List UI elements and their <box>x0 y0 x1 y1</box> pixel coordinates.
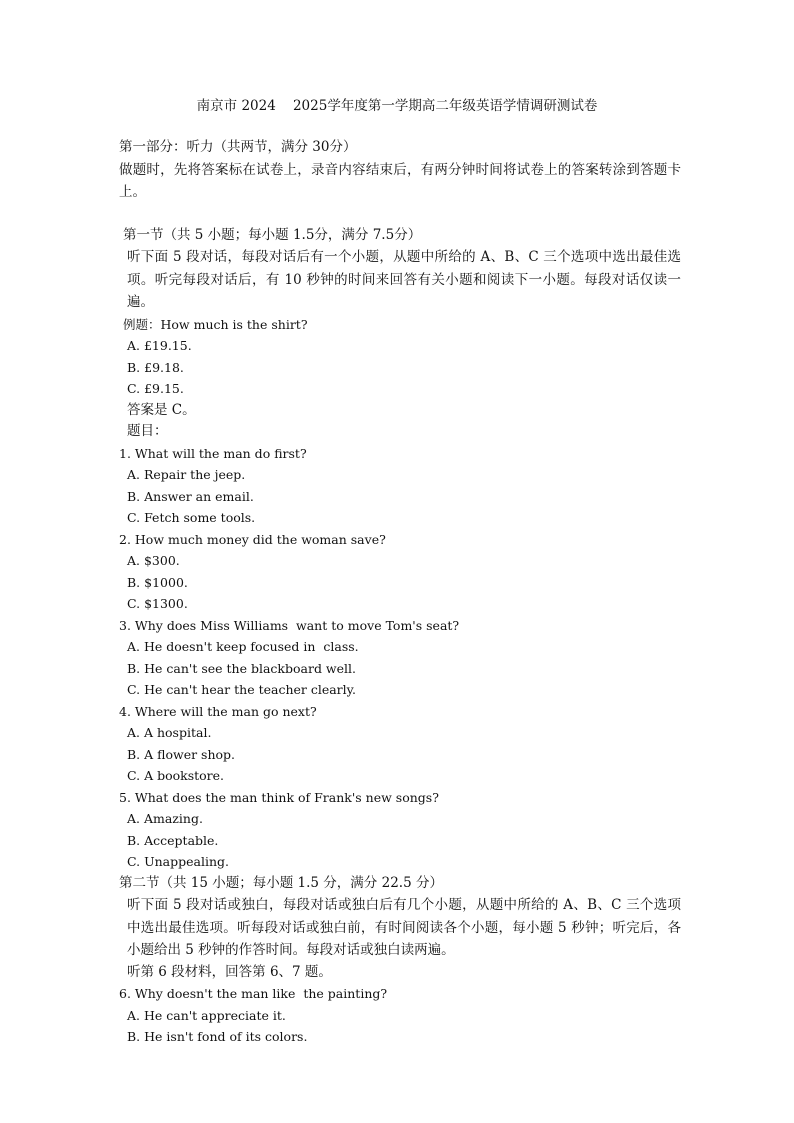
example-option-c: C. £9.15. <box>127 381 184 396</box>
spacer <box>119 204 681 225</box>
part1-heading: 第一部分：听力（共两节，满分 30分） <box>119 139 357 155</box>
question-1: 1. What will the man do first? <box>119 445 307 461</box>
question-5: 5. What does the man think of Frank's new songs? <box>119 789 439 805</box>
question-6-option-a: A. He can't appreciate it. <box>127 1007 286 1023</box>
question-4-option-a: A. A hospital. <box>127 725 212 740</box>
section2-material-note: 听第 6 段材料，回答第 6、7 题。 <box>127 963 332 980</box>
question-4-option-b: B. A flower shop. <box>127 746 236 762</box>
question-1-option-b: B. Answer an email. <box>127 488 254 504</box>
question-3: 3. Why does Miss Williams want to move Tom's seat? <box>119 617 460 633</box>
questions-label: 题目： <box>127 423 168 439</box>
question-1-option-c: C. Fetch some tools. <box>127 510 256 525</box>
part1-instruction: 做题时，先将答案标在试卷上，录音内容结束后，有两分钟时间将试卷上的答案转涂到答题卡上。 <box>119 161 681 200</box>
example-option-b: B. £9.18. <box>127 359 184 375</box>
question-3-option-c: C. He can't hear the teacher clearly. <box>127 682 357 697</box>
example-question: 例题：How much is the shirt? <box>123 316 308 332</box>
question-2-option-b: B. $1000. <box>127 574 188 590</box>
section2-instruction: 听下面 5 段对话或独白，每段对话或独白后有几个小题，从题中所给的 A、B、C 三个选项中选出最佳选项。听每段对话或独白前，有时间阅读各个小题，每小题 5 秒钟；听完后，各小题给出 5 秒钟的作答时间。每段对话或独白读两遍。 <box>127 897 681 958</box>
question-6-option-b: B. He isn't fond of its colors. <box>127 1029 308 1044</box>
question-3-option-b: B. He can't see the blackboard well. <box>127 660 356 676</box>
document-body <box>119 137 681 1048</box>
section2-heading: 第二节（共 15 小题；每小题 1.5 分，满分 22.5 分） <box>119 874 443 891</box>
document-title: 南京市 2024 2025学年度第一学期高二年级英语学情调研测试卷 <box>196 98 598 114</box>
question-5-option-c: C. Unappealing. <box>127 854 229 869</box>
question-5-option-b: B. Acceptable. <box>127 832 219 848</box>
question-2-option-c: C. $1300. <box>127 596 188 611</box>
example-answer: 答案是 C。 <box>127 401 196 418</box>
question-1-option-a: A. Repair the jeep. <box>127 467 246 482</box>
question-4-option-c: C. A bookstore. <box>127 768 225 783</box>
example-option-a: A. £19.15. <box>127 338 192 353</box>
section1-heading: 第一节（共 5 小题；每小题 1.5分，满分 7.5分） <box>123 226 422 243</box>
question-6: 6. Why doesn't the man like the painting? <box>119 986 388 1001</box>
question-2: 2. How much money did the woman save? <box>119 531 386 547</box>
question-2-option-a: A. $300. <box>127 553 180 568</box>
question-5-option-a: A. Amazing. <box>127 811 203 826</box>
question-4: 4. Where will the man go next? <box>119 703 317 719</box>
section1-instruction: 听下面 5 段对话，每段对话后有一个小题，从题中所给的 A、B、C 三个选项中选出最佳选项。听完每段对话后，有 10 秒钟的时间来回答有关小题和阅读下一小题。每段对话仅读一遍。 <box>127 249 681 310</box>
question-3-option-a: A. He doesn't keep focused in class. <box>127 639 359 654</box>
